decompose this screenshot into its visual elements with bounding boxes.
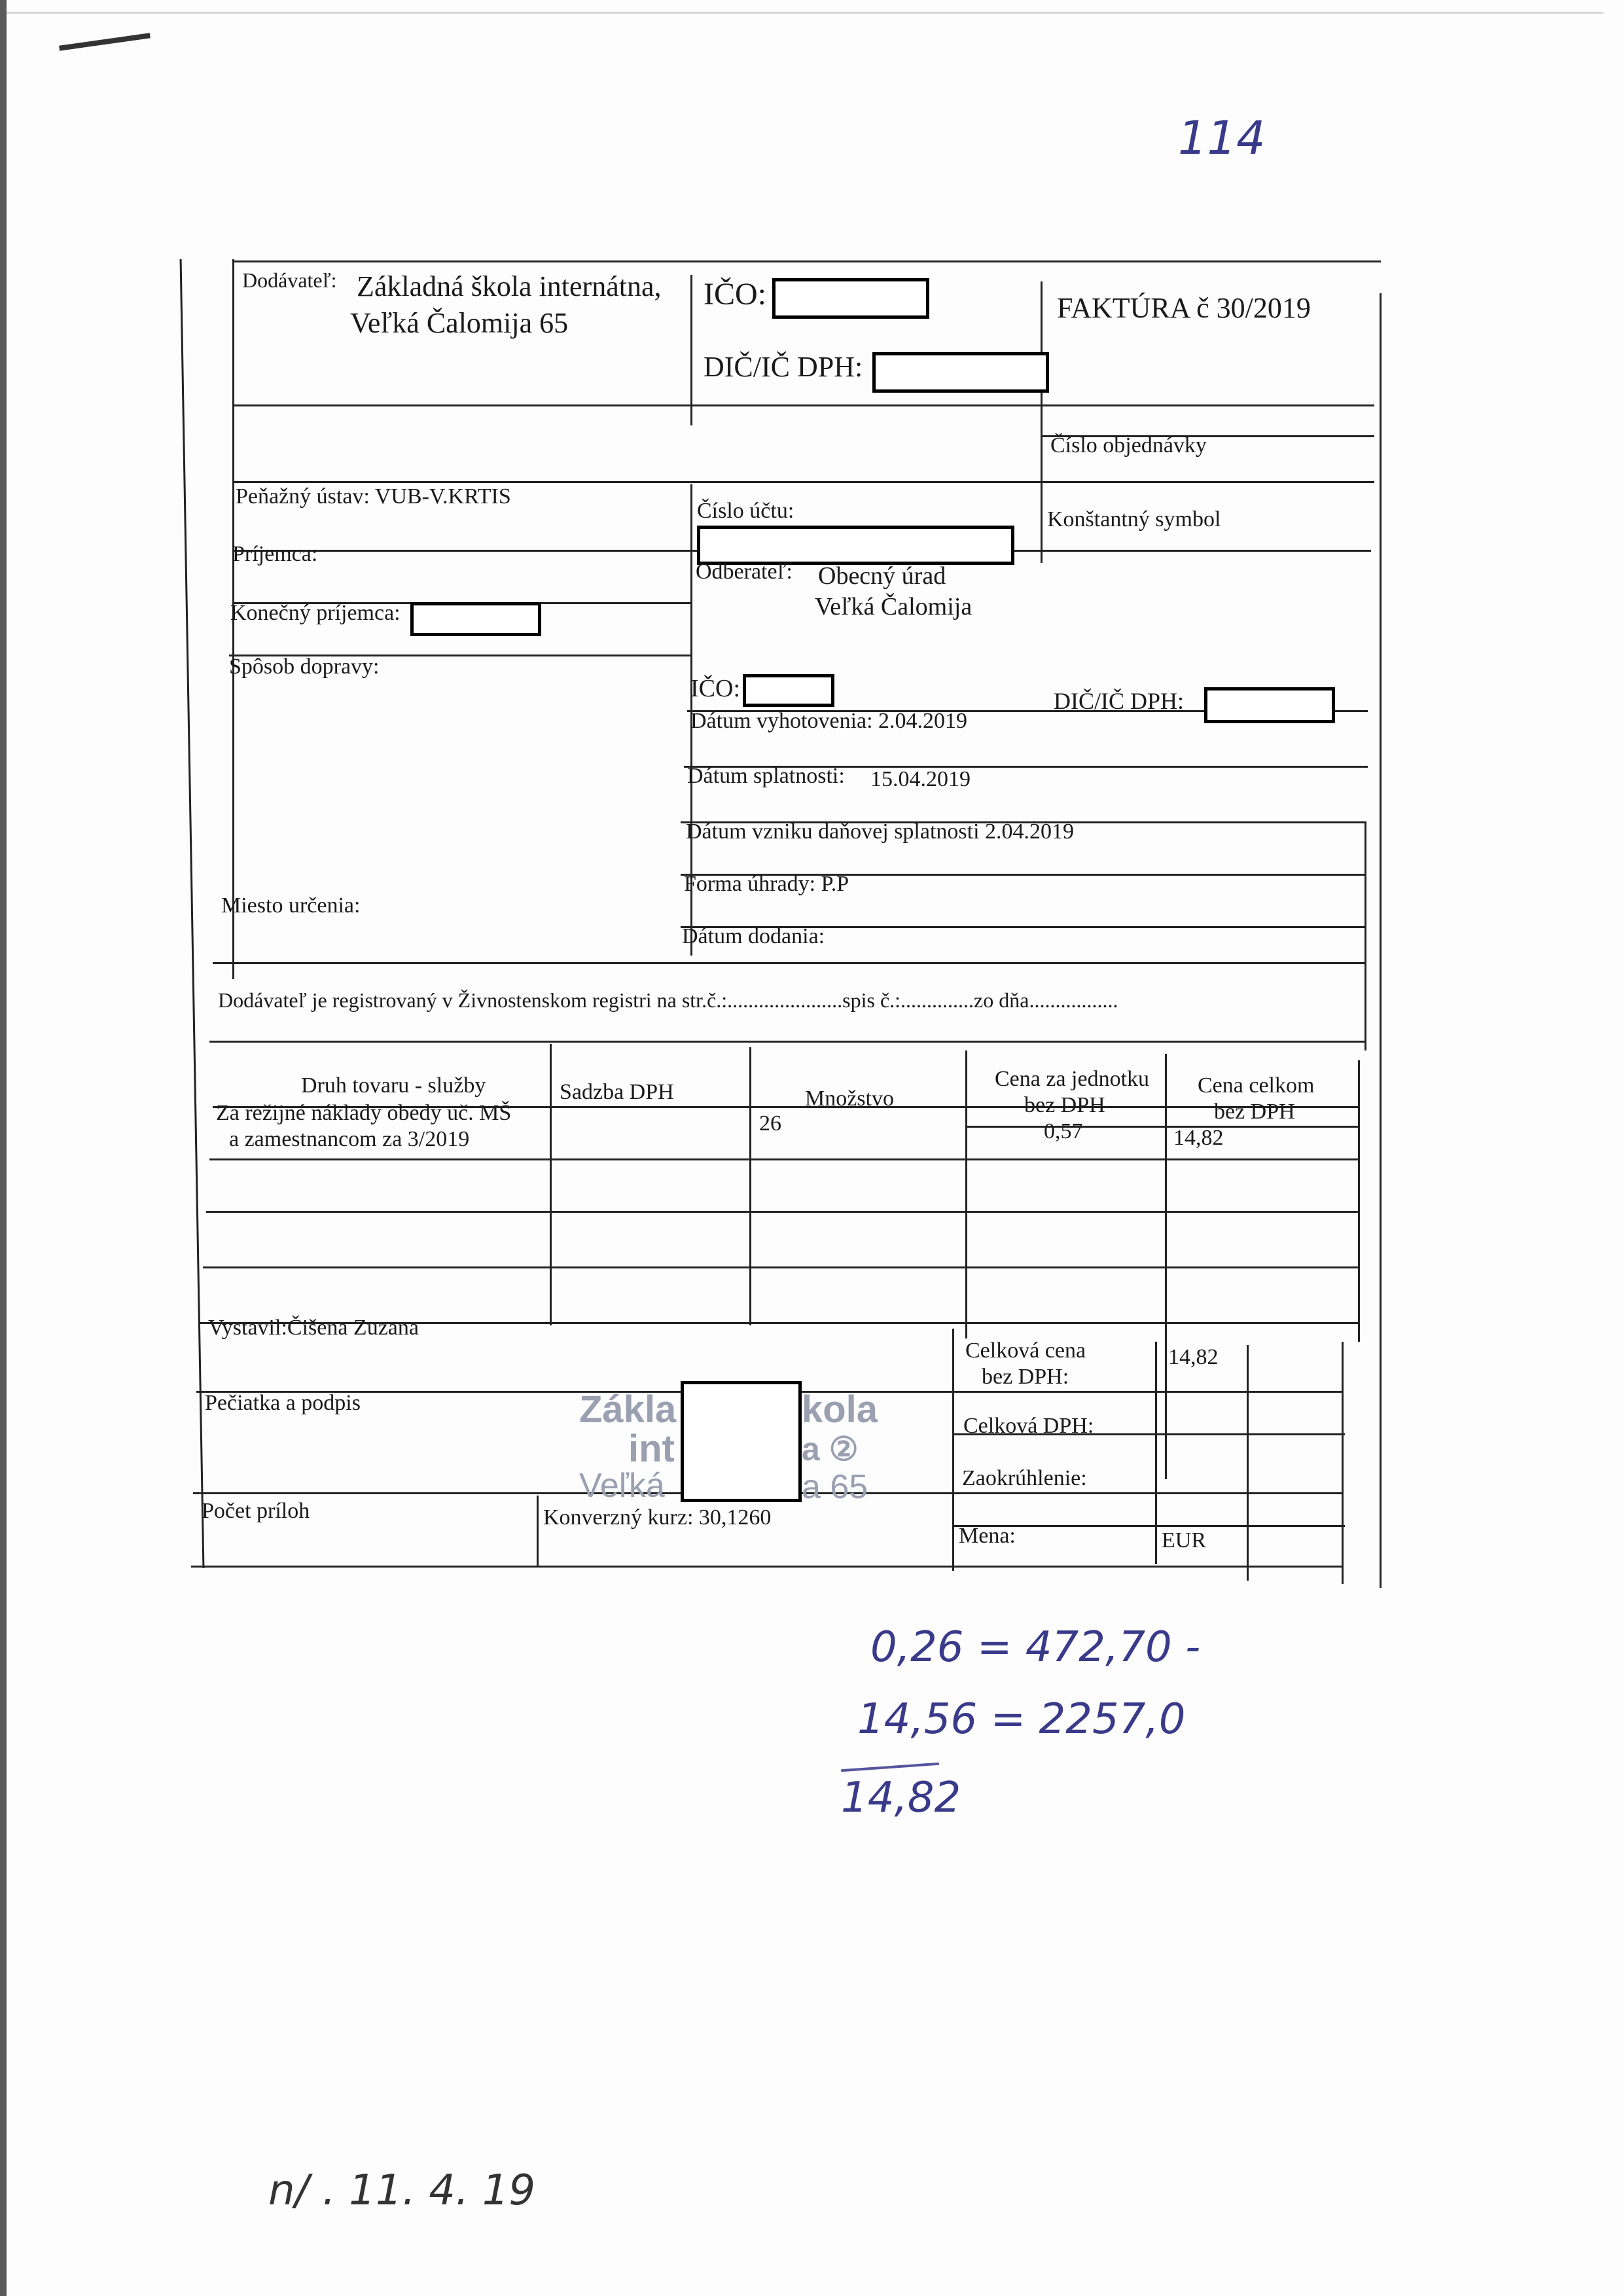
frame-right-lower bbox=[1364, 821, 1366, 1050]
total-vat-label: Celková DPH: bbox=[963, 1414, 1094, 1438]
dic-redaction bbox=[872, 352, 1049, 393]
currency-value: EUR bbox=[1162, 1528, 1206, 1552]
customer-dic-label: DIČ/IČ DPH: bbox=[1054, 688, 1185, 714]
bank-label: Peňažný ústav: VUB-V.KRTIS bbox=[236, 484, 511, 509]
row-item1-top-right bbox=[965, 1126, 1358, 1128]
header-vat-rate: Sadzba DPH bbox=[560, 1080, 674, 1104]
supplier-label: Dodávateľ: bbox=[242, 268, 337, 292]
handwritten-sum-line bbox=[841, 1763, 939, 1772]
order-number-label: Číslo objednávky bbox=[1050, 433, 1207, 457]
frame-right-footer bbox=[1342, 1342, 1344, 1584]
handwritten-footer-date: n/ . 11. 4. 19 bbox=[268, 2166, 536, 2215]
row1-goods-line2: a zamestnancom za 3/2019 bbox=[229, 1127, 470, 1151]
handwritten-note-line3: 14,82 bbox=[841, 1774, 961, 1822]
header-total-line1: Cena celkom bbox=[1198, 1073, 1315, 1098]
header-goods: Druh tovaru - služby bbox=[301, 1073, 486, 1098]
due-date-label: Dátum splatnosti: bbox=[687, 764, 845, 788]
header-total-line2: bez DPH bbox=[1214, 1100, 1295, 1124]
scan-edge-top bbox=[7, 12, 1603, 14]
customer-name-line2: Veľká Čalomija bbox=[815, 593, 972, 620]
due-date-value: 15.04.2019 bbox=[870, 767, 971, 791]
ico-redaction bbox=[772, 278, 929, 319]
stamp-line3-right: a 65 bbox=[802, 1468, 868, 1506]
scan-edge-left bbox=[0, 0, 7, 2296]
customer-name-line1: Obecný úrad bbox=[818, 562, 946, 590]
header-unit-price-line2: bez DPH bbox=[1024, 1093, 1105, 1117]
frame-left bbox=[180, 259, 205, 1568]
issue-date: Dátum vyhotovenia: 2.04.2019 bbox=[690, 709, 968, 733]
supplier-name-line2: Veľká Čalomija 65 bbox=[350, 307, 569, 339]
final-recipient-label: Konečný príjemca: bbox=[230, 601, 401, 625]
attachments-label: Počet príloh bbox=[202, 1499, 310, 1523]
row-item2-bottom bbox=[206, 1211, 1358, 1213]
row1-unit-price: 0,57 bbox=[1044, 1119, 1083, 1143]
tax-date: Dátum vzniku daňovej splatnosti 2.04.2019 bbox=[686, 819, 1075, 844]
total-without-vat-label-line2: bez DPH: bbox=[982, 1365, 1069, 1389]
account-label: Číslo účtu: bbox=[697, 499, 794, 523]
ico-label: IČO: bbox=[704, 277, 766, 312]
stamp-line3-left: Veľká bbox=[579, 1467, 665, 1505]
col-attachments-rate bbox=[537, 1496, 539, 1568]
stamp-label: Pečiatka a podpis bbox=[205, 1391, 361, 1415]
final-recipient-redaction bbox=[410, 602, 541, 636]
issued-by: Vystavil:Čišena Zuzana bbox=[208, 1316, 419, 1340]
row-registry-bottom bbox=[209, 1041, 1364, 1043]
transport-label: Spôsob dopravy: bbox=[229, 655, 380, 679]
row-item3-bottom bbox=[203, 1266, 1358, 1268]
total-without-vat-value: 14,82 bbox=[1168, 1345, 1219, 1369]
row-item1-bottom bbox=[209, 1158, 1358, 1160]
row1-goods-line1: Za režijné náklady obedy uč. MŠ bbox=[216, 1101, 512, 1125]
customer-dic-redaction bbox=[1204, 687, 1335, 723]
col-vat-qty bbox=[749, 1047, 751, 1325]
stamp-line1-left: Zákla bbox=[579, 1388, 677, 1431]
frame-top bbox=[234, 260, 1381, 262]
destination-label: Miesto určenia: bbox=[221, 893, 361, 918]
header-unit-price-line1: Cena za jednotku bbox=[995, 1067, 1150, 1091]
handwritten-note-line2: 14,56 = 2257,0 bbox=[857, 1695, 1186, 1744]
delivery-date-label: Dátum dodania: bbox=[682, 924, 825, 948]
div-ico-invoice bbox=[1041, 281, 1043, 563]
row-order-bottom bbox=[232, 481, 1374, 483]
customer-ico-label: IČO: bbox=[690, 675, 740, 702]
registry-note: Dodávateľ je registrovaný v Živnostenskom registri na str.č.:......................spis č.:..............zo dňa................. bbox=[218, 988, 1118, 1012]
col-totals-extra bbox=[1247, 1345, 1249, 1581]
supplier-name-line1: Základná škola internátna, bbox=[357, 270, 662, 302]
rounding-label: Zaokrúhlenie: bbox=[962, 1466, 1087, 1490]
col-qty-unit bbox=[965, 1050, 967, 1338]
row-delivery-bottom bbox=[213, 962, 1364, 964]
invoice-title: FAKTÚRA č 30/2019 bbox=[1057, 292, 1311, 324]
frame-right bbox=[1380, 293, 1382, 1588]
constant-symbol-label: Konštantný symbol bbox=[1047, 507, 1221, 531]
col-rate-currency bbox=[952, 1518, 954, 1571]
handwritten-note-line1: 0,26 = 472,70 - bbox=[870, 1623, 1201, 1672]
customer-label: Odberateľ: bbox=[696, 560, 793, 584]
row-header-bottom bbox=[232, 404, 1374, 406]
currency-label: Mena: bbox=[959, 1524, 1016, 1548]
stamp-redaction bbox=[681, 1381, 802, 1502]
frame-bottom bbox=[191, 1566, 1342, 1568]
row1-quantity: 26 bbox=[759, 1111, 781, 1136]
handwritten-page-number: 114 bbox=[1178, 111, 1266, 165]
stamp-line2-left: int bbox=[628, 1427, 675, 1470]
row1-total: 14,82 bbox=[1173, 1126, 1224, 1150]
header-quantity: Množstvo bbox=[805, 1086, 894, 1111]
scan-mark bbox=[59, 33, 151, 50]
account-redaction bbox=[697, 526, 1014, 565]
total-without-vat-label-line1: Celková cena bbox=[965, 1338, 1086, 1363]
recipient-label: Príjemca: bbox=[232, 542, 318, 566]
div-supplier-ico bbox=[690, 275, 692, 425]
payment-form: Forma úhrady: P.P bbox=[684, 872, 849, 896]
col-total-right bbox=[1358, 1060, 1360, 1342]
dic-label: DIČ/IČ DPH: bbox=[704, 351, 863, 383]
stamp-line1-right: kola bbox=[802, 1388, 878, 1431]
stamp-line2-right: a ② bbox=[802, 1431, 859, 1467]
customer-ico-redaction bbox=[743, 674, 834, 707]
col-goods-vat bbox=[550, 1044, 552, 1325]
col-totals-value bbox=[1155, 1342, 1157, 1564]
conversion-rate: Konverzný kurz: 30,1260 bbox=[543, 1505, 772, 1530]
